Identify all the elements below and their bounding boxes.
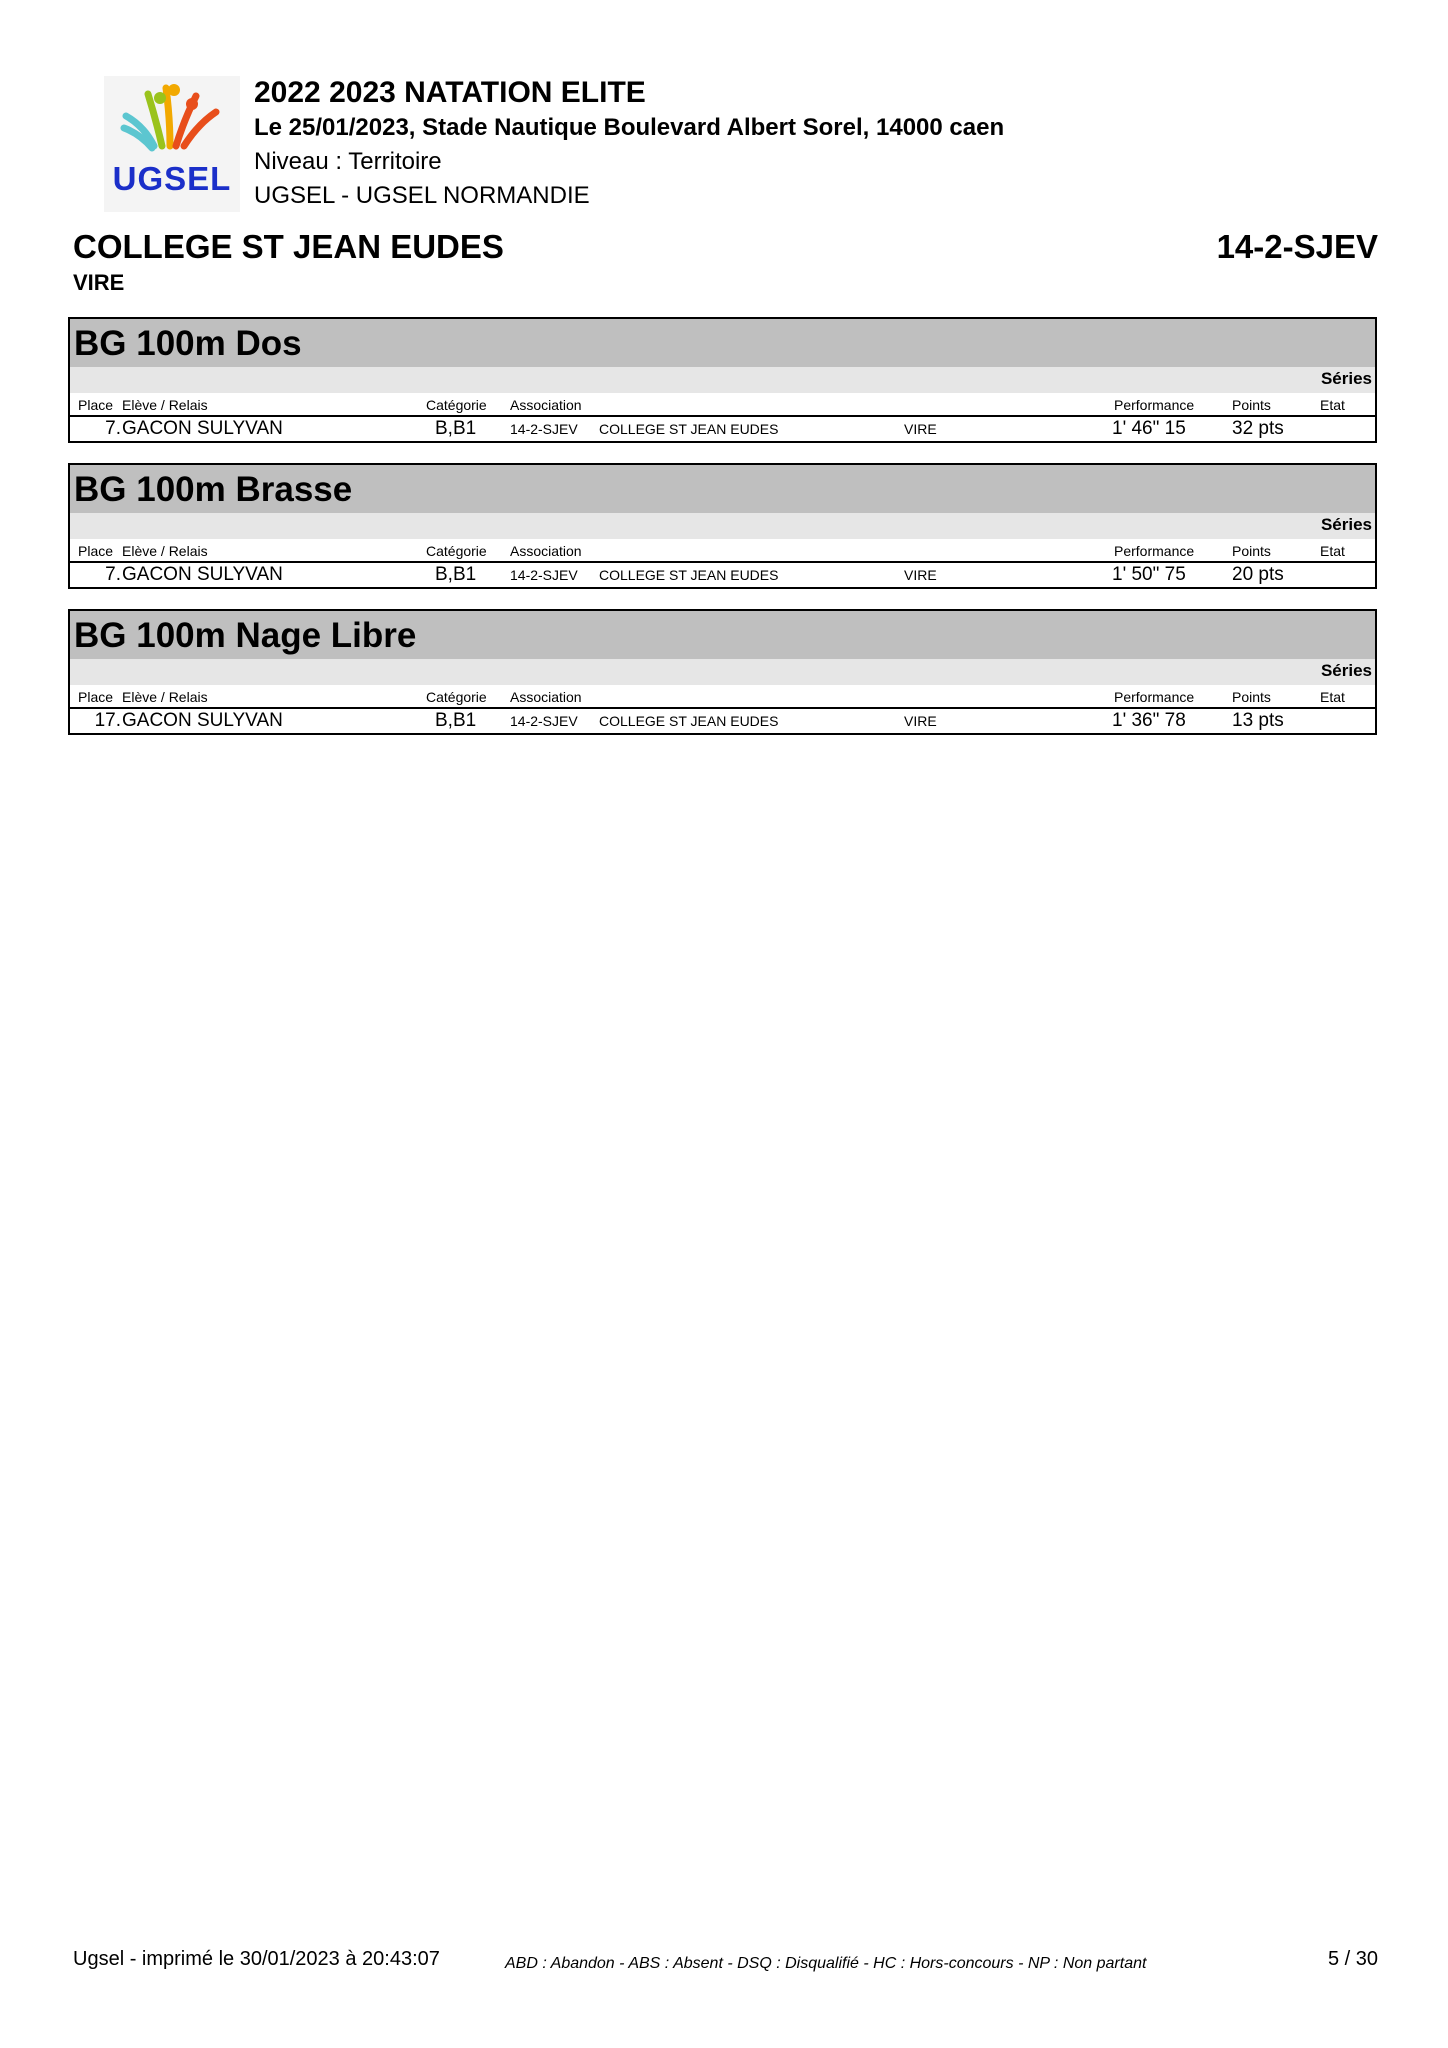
col-performance: Performance — [1114, 689, 1195, 705]
col-category: Catégorie — [426, 543, 487, 559]
col-points: Points — [1232, 689, 1271, 705]
col-category: Catégorie — [426, 689, 487, 705]
ugsel-logo — [104, 76, 240, 212]
result-assoc-code: 14-2-SJEV — [510, 713, 578, 729]
result-place: 17. — [94, 710, 121, 731]
result-assoc-code: 14-2-SJEV — [510, 567, 578, 583]
col-athlete: Elève / Relais — [122, 543, 208, 559]
event-round: Séries — [1320, 369, 1372, 388]
school-name: COLLEGE ST JEAN EUDES — [73, 228, 504, 265]
event-title: BG 100m Nage Libre — [70, 611, 1375, 659]
result-city: VIRE — [904, 421, 937, 437]
result-assoc-name: COLLEGE ST JEAN EUDES — [599, 713, 779, 729]
col-place: Place — [78, 397, 114, 413]
result-performance: 1' 46" 15 — [1112, 418, 1186, 439]
result-place: 7. — [105, 564, 121, 585]
event-block — [68, 317, 1377, 443]
event-round-bar — [70, 659, 1375, 685]
result-category: B,B1 — [435, 710, 477, 731]
col-association: Association — [510, 689, 582, 705]
result-assoc-name: COLLEGE ST JEAN EUDES — [599, 567, 779, 583]
competition-title: 2022 2023 NATATION ELITE — [254, 76, 646, 109]
footer-page-number: 5 / 30 — [1327, 1948, 1378, 1970]
result-category: B,B1 — [435, 564, 477, 585]
col-athlete: Elève / Relais — [122, 397, 208, 413]
col-association: Association — [510, 543, 582, 559]
result-athlete: GACON SULYVAN — [122, 710, 283, 731]
competition-place: Le 25/01/2023, Stade Nautique Boulevard Albert Sorel, 14000 caen — [254, 114, 1005, 141]
competition-level: Niveau : Territoire — [254, 148, 442, 175]
result-place: 7. — [105, 418, 121, 439]
result-city: VIRE — [904, 713, 937, 729]
event-round-bar — [70, 513, 1375, 539]
col-category: Catégorie — [426, 397, 487, 413]
event-title: BG 100m Brasse — [70, 465, 1375, 513]
result-athlete: GACON SULYVAN — [122, 564, 283, 585]
col-performance: Performance — [1114, 397, 1195, 413]
col-status: Etat — [1320, 397, 1345, 413]
result-assoc-name: COLLEGE ST JEAN EUDES — [599, 421, 779, 437]
col-points: Points — [1232, 543, 1271, 559]
event-round: Séries — [1320, 661, 1372, 680]
result-athlete: GACON SULYVAN — [122, 418, 283, 439]
result-performance: 1' 36" 78 — [1112, 710, 1186, 731]
col-athlete: Elève / Relais — [122, 689, 208, 705]
col-performance: Performance — [1114, 543, 1195, 559]
result-points: 32 pts — [1232, 418, 1284, 439]
school-code: 14-2-SJEV — [1216, 228, 1378, 265]
result-points: 13 pts — [1232, 710, 1284, 731]
event-round: Séries — [1320, 515, 1372, 534]
school-city: VIRE — [73, 270, 125, 295]
col-association: Association — [510, 397, 582, 413]
competition-organizer: UGSEL - UGSEL NORMANDIE — [254, 182, 590, 209]
col-points: Points — [1232, 397, 1271, 413]
col-status: Etat — [1320, 543, 1345, 559]
col-place: Place — [78, 689, 114, 705]
event-round-bar — [70, 367, 1375, 393]
event-title: BG 100m Dos — [70, 319, 1375, 367]
col-place: Place — [78, 543, 114, 559]
ugsel-logo-text: UGSEL — [112, 160, 232, 197]
col-status: Etat — [1320, 689, 1345, 705]
footer-legend: ABD : Abandon - ABS : Absent - DSQ : Disqualifié - HC : Hors-concours - NP : Non partant — [505, 1955, 1147, 1972]
ugsel-figures-icon — [104, 76, 240, 156]
result-assoc-code: 14-2-SJEV — [510, 421, 578, 437]
result-category: B,B1 — [435, 418, 477, 439]
event-block — [68, 609, 1377, 735]
result-points: 20 pts — [1232, 564, 1284, 585]
footer-printed: Ugsel - imprimé le 30/01/2023 à 20:43:07 — [73, 1948, 440, 1970]
result-performance: 1' 50" 75 — [1112, 564, 1186, 585]
result-city: VIRE — [904, 567, 937, 583]
event-block — [68, 463, 1377, 589]
